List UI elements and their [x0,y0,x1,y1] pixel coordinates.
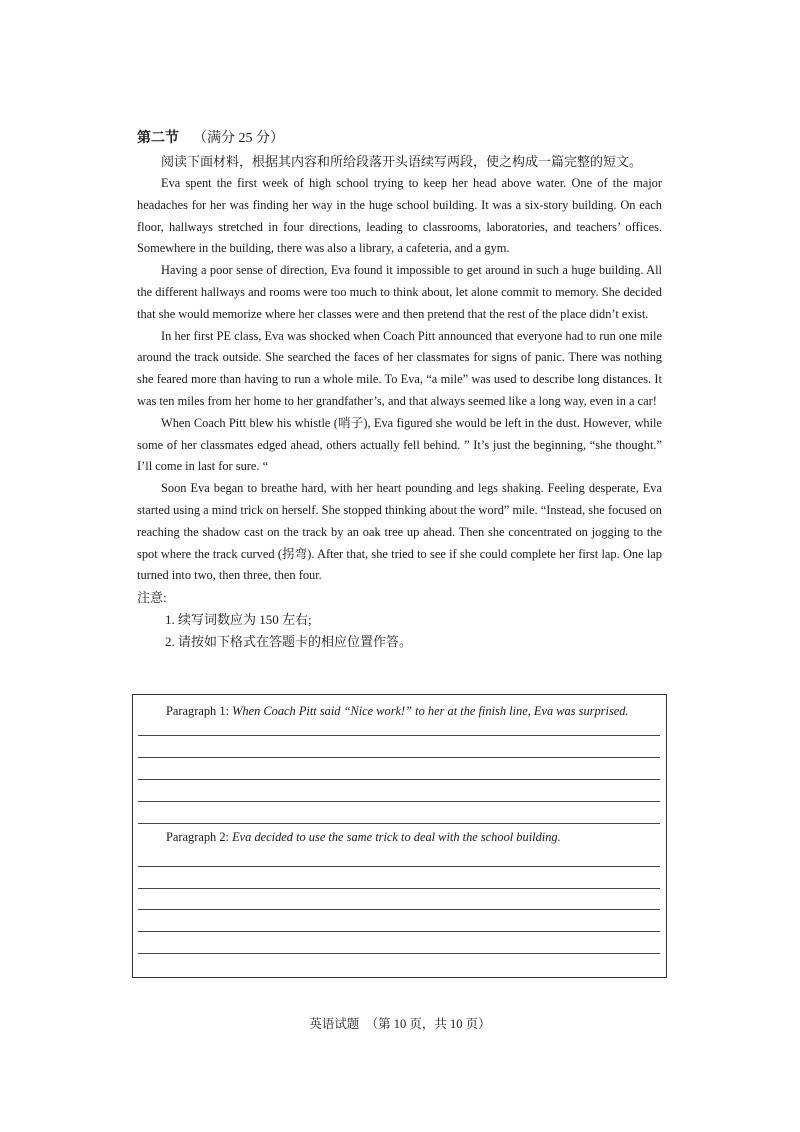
passage-paragraph-4: When Coach Pitt blew his whistle (哨子), Eva figured she would be left in the dust. However, while some of her classmates edged ahead, others actually fell behind. ” It’s just the beginning, “she thought.” I’ll come in last for sure. “ [137,415,662,474]
page-footer: 英语试题 （第 10 页，共 10 页） [309,1017,491,1031]
note-item-2: 2. 请按如下格式在答题卡的相应位置作答。 [165,634,413,650]
paragraph-1-prompt [166,701,666,721]
writing-line[interactable] [138,779,660,780]
paragraph-2-text: Eva decided to use the same trick to deal with the school building. [232,830,561,844]
passage-paragraph-3: In her first PE class, Eva was shocked when Coach Pitt announced that everyone had to run one mile around the track outside. She searched the faces of her classmates for signs of panic. There was nothing she feared more than having to run a whole mile. To Eva, “a mile” was used to describe long distances. It was ten miles from her home to her grandfather’s, and that always seemed like a long way, even in a car! [137,328,662,408]
section-score: （满分 25 分） [193,131,284,146]
instruction-text: 阅读下面材料，根据其内容和所给段落开头语续写两段，使之构成一篇完整的短文。 [161,154,643,169]
writing-line[interactable] [138,953,660,954]
section-header [137,128,662,150]
paragraph-2-prompt [166,827,561,847]
note-item-1: 1. 续写词数应为 150 左右; [165,612,312,628]
writing-line[interactable] [138,735,660,736]
passage-paragraph-2: Having a poor sense of direction, Eva found it impossible to get around in such a huge building. All the different hallways and rooms were too much to think about, let alone commit to memory. She decided that she would memorize where her classes were and then pretend that the rest of the place didn’t exist. [137,263,662,321]
writing-line[interactable] [138,888,660,889]
passage-paragraph-1: Eva spent the first week of high school trying to keep her head above water. One of the major headaches for her was finding her way in the huge school building. It was a six-story building. On each floor, hallways stretched in four directions, leading to classrooms, laboratories, and teachers’ offices. Somewhere in the building, there was also a library, a cafeteria, and a gym. [137,176,662,256]
writing-line[interactable] [138,757,660,758]
writing-line[interactable] [138,909,660,910]
passage-paragraph-5: Soon Eva began to breathe hard, with her heart pounding and legs shaking. Feeling desperate, Eva started using a mind trick on herself. She stopped thinking about the word” mile. “Instead, she focused on reaching the shadow cast on the track by an oak tree up ahead. Then she concentrated on jogging to the spot where the track curved (拐弯). After that, she tried to see if she could complete her first lap. One lap turned into two, then three, then four. [137,481,662,583]
writing-line[interactable] [138,801,660,802]
paragraph-2-label: Paragraph 2: [166,830,229,844]
section-title: 第二节 [137,131,179,146]
writing-line[interactable] [138,823,660,824]
answer-box [132,694,667,978]
paragraph-1-label: Paragraph 1: [166,704,229,718]
paragraph-1-text: When Coach Pitt said “Nice work!” to her at the finish line, Eva was surprised. [232,704,629,718]
notes-title: 注意: [137,590,167,606]
writing-line[interactable] [138,931,660,932]
page-content [137,128,662,653]
writing-line[interactable] [138,866,660,867]
